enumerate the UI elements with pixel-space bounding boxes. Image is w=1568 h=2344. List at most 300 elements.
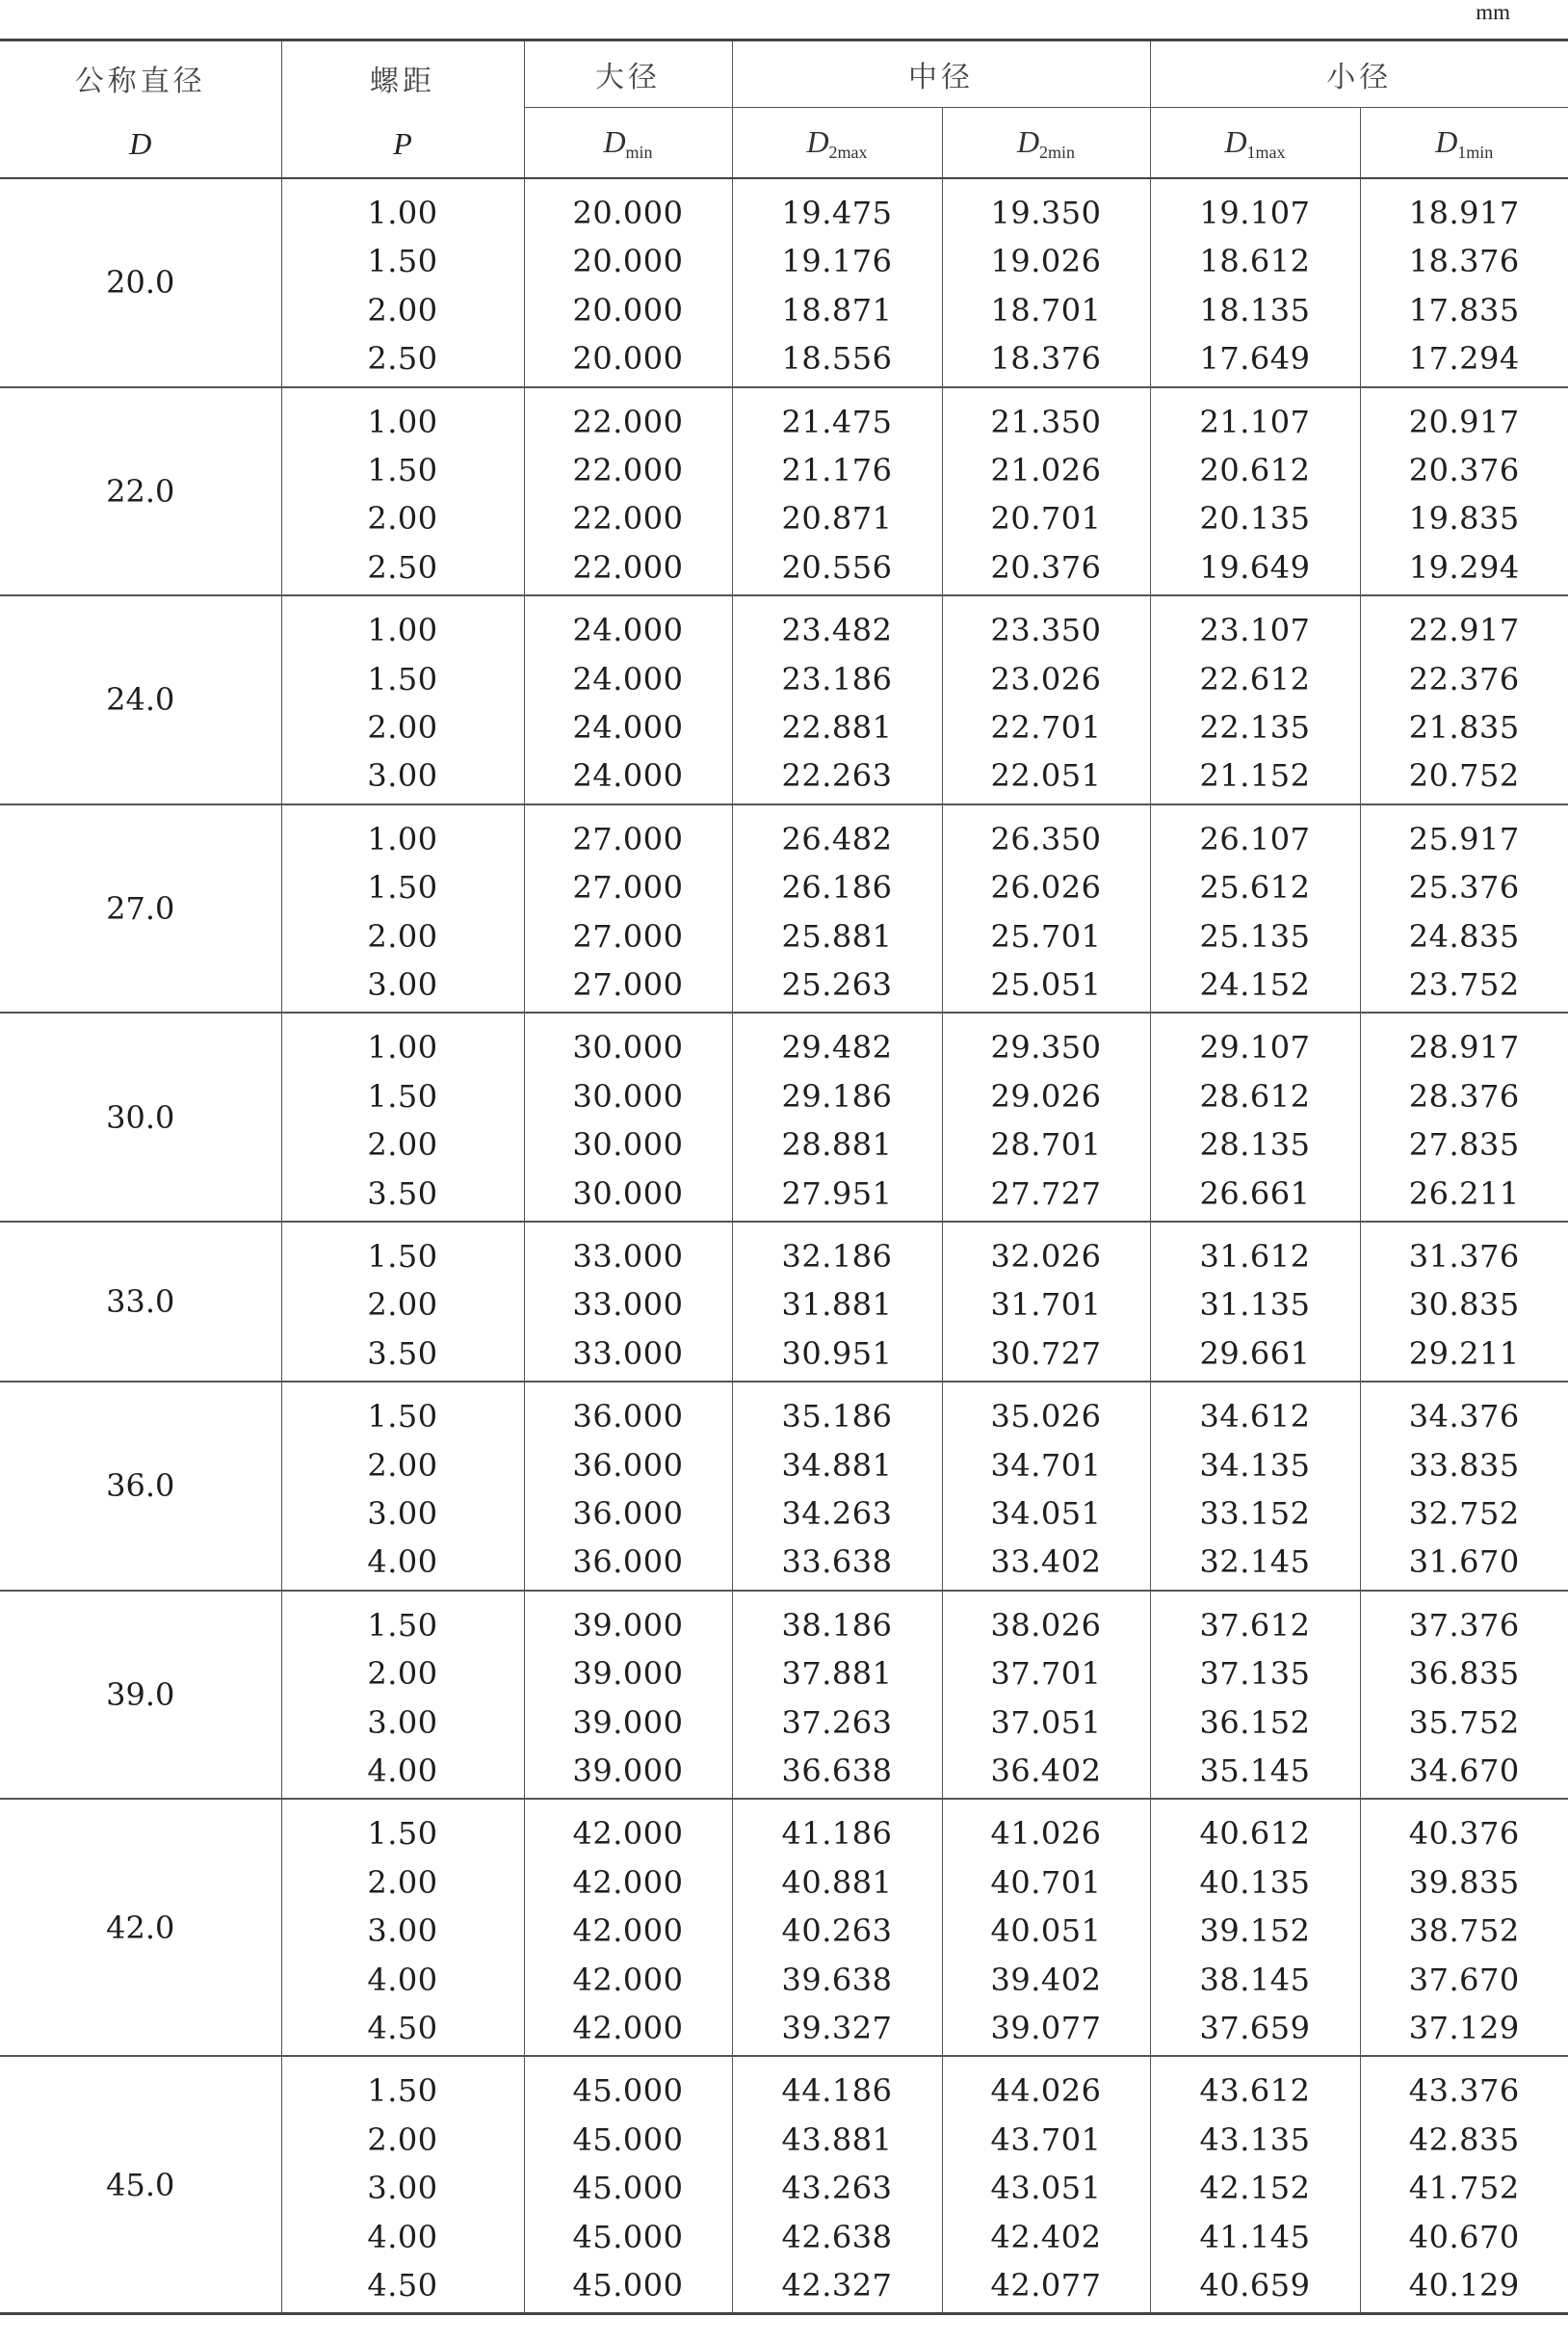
value-minor-max: 32.145	[1199, 1543, 1311, 1581]
column-symbol-base: D	[603, 123, 626, 159]
value-pitch: 4.50	[367, 2266, 438, 2304]
column-symbol	[603, 123, 653, 162]
value-major-min: 20.000	[572, 291, 684, 329]
value-minor-max: 36.152	[1199, 1703, 1311, 1741]
value-minor-max: 19.649	[1199, 548, 1311, 586]
value-pitch-dia-max: 33.638	[781, 1543, 893, 1581]
pitch-dia-min-column-cell	[942, 1799, 1150, 2056]
value-pitch-dia-min: 39.077	[990, 2009, 1102, 2046]
value-pitch-dia-max: 31.881	[781, 1286, 893, 1324]
nominal-diameter-header	[0, 40, 281, 179]
value-minor-max: 21.107	[1199, 403, 1311, 440]
value-pitch: 2.00	[367, 500, 438, 538]
minor-max-column-cell	[1150, 2056, 1360, 2313]
value-stack	[943, 2057, 1150, 2309]
minor-min-column-cell	[1360, 1382, 1568, 1591]
value-pitch-dia-max: 28.881	[781, 1126, 893, 1164]
value-stack	[525, 1383, 732, 1587]
value-pitch-dia-max: 34.881	[781, 1446, 893, 1484]
value-pitch-dia-max: 22.881	[781, 708, 893, 746]
minor-max-column-cell	[1150, 1591, 1360, 1800]
value-minor-max: 41.145	[1199, 2218, 1311, 2255]
value-pitch-dia-min: 20.701	[990, 500, 1102, 538]
value-minor-min: 37.376	[1408, 1606, 1520, 1644]
major-min-column-cell	[524, 1222, 732, 1382]
value-pitch-dia-max: 18.871	[781, 291, 893, 329]
value-stack	[282, 2057, 524, 2309]
value-minor-min: 35.752	[1408, 1703, 1520, 1741]
table-row-group	[0, 178, 1568, 387]
major-min-column-cell	[524, 804, 732, 1014]
value-minor-min: 20.752	[1408, 757, 1520, 795]
value-minor-max: 25.612	[1199, 869, 1311, 907]
value-pitch-dia-max: 23.482	[781, 612, 893, 649]
value-pitch: 1.50	[367, 1237, 438, 1275]
value-stack	[282, 805, 524, 1010]
value-minor-min: 41.752	[1408, 2170, 1520, 2207]
value-minor-max: 35.145	[1199, 1751, 1311, 1789]
value-stack	[733, 1014, 942, 1218]
value-stack	[943, 1800, 1150, 2052]
value-stack	[733, 1223, 942, 1378]
pitch-dia-max-column-cell	[732, 804, 942, 1014]
value-stack	[733, 596, 942, 801]
major-diameter-label: 大径	[595, 61, 661, 94]
value-pitch: 1.00	[367, 1029, 438, 1067]
value-stack	[1361, 1223, 1568, 1378]
nominal-diameter-cell: 36.0	[0, 1382, 281, 1591]
value-minor-min: 29.211	[1408, 1334, 1520, 1372]
value-major-min: 22.000	[572, 403, 684, 440]
value-pitch: 4.00	[367, 2218, 438, 2255]
minor-max-column-cell	[1150, 1013, 1360, 1222]
column-header-min	[524, 108, 732, 179]
value-pitch: 2.00	[367, 291, 438, 329]
value-major-min: 42.000	[572, 1912, 684, 1950]
value-pitch-dia-max: 19.475	[781, 195, 893, 231]
value-pitch-dia-max: 42.327	[781, 2266, 893, 2304]
value-pitch: 1.50	[367, 1077, 438, 1115]
value-major-min: 24.000	[572, 708, 684, 746]
column-symbol	[1016, 123, 1076, 162]
value-pitch-dia-max: 29.186	[781, 1077, 893, 1115]
value-pitch-dia-max: 32.186	[781, 1237, 893, 1275]
major-min-column-cell	[524, 595, 732, 804]
value-major-min: 22.000	[572, 548, 684, 586]
value-major-min: 45.000	[572, 2170, 684, 2207]
table-row-group	[0, 595, 1568, 804]
value-stack	[1151, 596, 1360, 801]
value-pitch-dia-min: 29.350	[990, 1029, 1102, 1067]
value-major-min: 27.000	[572, 965, 684, 1003]
value-stack	[1151, 1223, 1360, 1378]
value-pitch: 2.00	[367, 708, 438, 746]
value-pitch: 4.00	[367, 1961, 438, 1998]
value-stack	[525, 1592, 732, 1796]
column-header-1min	[1360, 108, 1568, 179]
value-pitch: 3.00	[367, 1912, 438, 1950]
value-minor-max: 29.107	[1199, 1029, 1311, 1067]
column-header-1max	[1150, 108, 1360, 179]
pitch-column-cell	[281, 2056, 524, 2313]
value-stack	[943, 596, 1150, 801]
nominal-diameter-cell: 24.0	[0, 595, 281, 804]
value-major-min: 24.000	[572, 660, 684, 698]
value-stack	[1151, 388, 1360, 593]
value-pitch-dia-max: 43.263	[781, 2170, 893, 2207]
value-minor-min: 22.917	[1408, 612, 1520, 649]
value-major-min: 27.000	[572, 917, 684, 955]
column-symbol	[806, 123, 868, 162]
pitch-dia-max-column-cell	[732, 1591, 942, 1800]
value-minor-max: 37.135	[1199, 1655, 1311, 1693]
value-pitch-dia-max: 44.186	[781, 2072, 893, 2110]
column-symbol-subscript: 2min	[1039, 142, 1076, 162]
value-stack	[282, 1800, 524, 2052]
value-minor-max: 40.612	[1199, 1815, 1311, 1853]
value-pitch-dia-min: 27.727	[990, 1174, 1102, 1212]
major-min-column-cell	[524, 1591, 732, 1800]
value-pitch-dia-max: 29.482	[781, 1029, 893, 1067]
value-major-min: 36.000	[572, 1543, 684, 1581]
value-pitch-dia-min: 38.026	[990, 1606, 1102, 1644]
value-minor-max: 40.659	[1199, 2266, 1311, 2304]
pitch-label: 螺距	[370, 64, 435, 98]
value-major-min: 36.000	[572, 1398, 684, 1435]
value-pitch: 2.00	[367, 1446, 438, 1484]
value-minor-max: 22.135	[1199, 708, 1311, 746]
table-row-group	[0, 1799, 1568, 2056]
thread-dimension-table	[0, 39, 1568, 2315]
value-pitch: 1.50	[367, 451, 438, 488]
pitch-diameter-label: 中径	[908, 61, 974, 94]
value-minor-max: 39.152	[1199, 1912, 1311, 1950]
value-major-min: 42.000	[572, 1815, 684, 1853]
value-major-min: 30.000	[572, 1077, 684, 1115]
nominal-diameter-cell: 33.0	[0, 1222, 281, 1382]
value-stack	[943, 1592, 1150, 1796]
nominal-diameter-cell: 27.0	[0, 804, 281, 1014]
value-minor-min: 39.835	[1408, 1863, 1520, 1901]
column-symbol-base: D	[1435, 123, 1458, 159]
value-pitch-dia-max: 20.556	[781, 548, 893, 586]
value-major-min: 20.000	[572, 195, 684, 231]
value-minor-min: 28.917	[1408, 1029, 1520, 1067]
value-minor-min: 42.835	[1408, 2120, 1520, 2158]
value-major-min: 33.000	[572, 1237, 684, 1275]
value-minor-max: 38.145	[1199, 1961, 1311, 1998]
value-stack	[282, 1223, 524, 1378]
value-pitch-dia-min: 21.350	[990, 403, 1102, 440]
column-header-2min	[942, 108, 1150, 179]
value-minor-max: 23.107	[1199, 612, 1311, 649]
pitch-column-cell	[281, 1222, 524, 1382]
value-major-min: 30.000	[572, 1174, 684, 1212]
column-symbol-subscript: min	[625, 142, 653, 162]
value-pitch: 3.00	[367, 757, 438, 795]
value-major-min: 45.000	[572, 2266, 684, 2304]
pitch-dia-max-column-cell	[732, 1222, 942, 1382]
value-minor-min: 27.835	[1408, 1126, 1520, 1164]
value-pitch-dia-min: 29.026	[990, 1077, 1102, 1115]
pitch-dia-max-column-cell	[732, 2056, 942, 2313]
nominal-diameter-cell: 39.0	[0, 1591, 281, 1800]
value-pitch: 1.50	[367, 1398, 438, 1435]
value-major-min: 39.000	[572, 1655, 684, 1693]
value-stack	[1151, 1014, 1360, 1218]
value-pitch-dia-min: 30.727	[990, 1334, 1102, 1372]
value-stack	[733, 2057, 942, 2309]
value-minor-max: 37.612	[1199, 1606, 1311, 1644]
value-minor-max: 34.612	[1199, 1398, 1311, 1435]
pitch-dia-max-column-cell	[732, 178, 942, 387]
value-stack	[525, 1223, 732, 1378]
value-minor-min: 33.835	[1408, 1446, 1520, 1484]
value-minor-max: 18.612	[1199, 243, 1311, 280]
value-stack	[525, 388, 732, 593]
value-major-min: 27.000	[572, 869, 684, 907]
value-minor-min: 20.917	[1408, 403, 1520, 440]
value-pitch-dia-min: 22.051	[990, 757, 1102, 795]
value-major-min: 36.000	[572, 1494, 684, 1532]
pitch-column-cell	[281, 595, 524, 804]
minor-min-column-cell	[1360, 1591, 1568, 1800]
column-symbol-subscript: 1max	[1246, 142, 1286, 162]
value-minor-min: 40.376	[1408, 1815, 1520, 1853]
value-pitch-dia-max: 20.871	[781, 500, 893, 538]
value-minor-min: 31.376	[1408, 1237, 1520, 1275]
value-pitch: 1.50	[367, 243, 438, 280]
value-pitch-dia-min: 35.026	[990, 1398, 1102, 1435]
minor-min-column-cell	[1360, 1799, 1568, 2056]
value-stack	[1361, 2057, 1568, 2309]
value-minor-max: 26.107	[1199, 820, 1311, 857]
pitch-dia-min-column-cell	[942, 387, 1150, 596]
value-minor-min: 31.670	[1408, 1543, 1520, 1581]
table-row-group	[0, 2056, 1568, 2313]
table-body	[0, 178, 1568, 2313]
value-minor-max: 20.612	[1199, 451, 1311, 488]
minor-max-column-cell	[1150, 1222, 1360, 1382]
table-row-group	[0, 387, 1568, 596]
value-pitch: 1.50	[367, 1606, 438, 1644]
value-major-min: 24.000	[572, 757, 684, 795]
value-pitch-dia-max: 40.881	[781, 1863, 893, 1901]
value-pitch-dia-min: 44.026	[990, 2072, 1102, 2110]
nominal-diameter-label: 公称直径	[74, 64, 206, 98]
value-minor-min: 34.376	[1408, 1398, 1520, 1435]
value-pitch-dia-max: 35.186	[781, 1398, 893, 1435]
value-major-min: 20.000	[572, 243, 684, 280]
value-major-min: 39.000	[572, 1751, 684, 1789]
value-pitch-dia-max: 23.186	[781, 660, 893, 698]
value-minor-max: 28.135	[1199, 1126, 1311, 1164]
major-min-column-cell	[524, 387, 732, 596]
value-stack	[733, 805, 942, 1010]
value-pitch-dia-max: 26.482	[781, 820, 893, 857]
value-pitch: 4.00	[367, 1751, 438, 1789]
value-pitch-dia-min: 18.376	[990, 340, 1102, 378]
pitch-symbol: P	[393, 125, 412, 161]
value-minor-min: 23.752	[1408, 965, 1520, 1003]
value-major-min: 42.000	[572, 1863, 684, 1901]
pitch-dia-min-column-cell	[942, 595, 1150, 804]
value-minor-max: 22.612	[1199, 660, 1311, 698]
value-pitch-dia-min: 18.701	[990, 291, 1102, 329]
value-minor-max: 29.661	[1199, 1334, 1311, 1372]
value-minor-min: 19.835	[1408, 500, 1520, 538]
value-pitch: 2.00	[367, 2120, 438, 2158]
value-major-min: 45.000	[572, 2120, 684, 2158]
value-pitch-dia-min: 34.051	[990, 1494, 1102, 1532]
value-pitch-dia-min: 36.402	[990, 1751, 1102, 1789]
minor-min-column-cell	[1360, 1013, 1568, 1222]
nominal-diameter-symbol: D	[129, 125, 152, 161]
value-stack	[943, 1014, 1150, 1218]
value-stack	[733, 1800, 942, 2052]
major-min-column-cell	[524, 1013, 732, 1222]
value-pitch-dia-min: 22.701	[990, 708, 1102, 746]
major-min-column-cell	[524, 178, 732, 387]
pitch-column-cell	[281, 1591, 524, 1800]
nominal-diameter-cell: 22.0	[0, 387, 281, 596]
pitch-dia-min-column-cell	[942, 804, 1150, 1014]
value-pitch-dia-min: 37.051	[990, 1703, 1102, 1741]
column-symbol-subscript: 2max	[828, 142, 868, 162]
minor-min-column-cell	[1360, 595, 1568, 804]
value-major-min: 39.000	[572, 1703, 684, 1741]
value-minor-max: 33.152	[1199, 1494, 1311, 1532]
value-stack	[1361, 596, 1568, 801]
major-diameter-header	[524, 40, 732, 108]
value-stack	[943, 805, 1150, 1010]
value-stack	[1361, 1592, 1568, 1796]
table-row-group	[0, 1382, 1568, 1591]
value-minor-min: 26.211	[1408, 1174, 1520, 1212]
value-pitch-dia-min: 33.402	[990, 1543, 1102, 1581]
value-stack	[1151, 1800, 1360, 2052]
value-minor-min: 32.752	[1408, 1494, 1520, 1532]
value-pitch: 2.50	[367, 548, 438, 586]
value-stack	[525, 596, 732, 801]
value-minor-min: 30.835	[1408, 1286, 1520, 1324]
value-pitch-dia-max: 25.263	[781, 965, 893, 1003]
value-stack	[1361, 1800, 1568, 2052]
value-minor-min: 38.752	[1408, 1912, 1520, 1950]
column-symbol-base: D	[1016, 123, 1040, 159]
value-stack	[282, 179, 524, 383]
value-stack	[733, 179, 942, 383]
value-pitch-dia-max: 40.263	[781, 1912, 893, 1950]
value-pitch: 3.00	[367, 965, 438, 1003]
value-stack	[1151, 805, 1360, 1010]
pitch-header	[281, 40, 524, 179]
pitch-dia-min-column-cell	[942, 1382, 1150, 1591]
value-pitch-dia-max: 30.951	[781, 1334, 893, 1372]
value-pitch-dia-max: 41.186	[781, 1815, 893, 1853]
column-symbol-base: D	[806, 123, 829, 159]
column-symbol-subscript: 1min	[1457, 142, 1494, 162]
value-pitch: 3.00	[367, 1494, 438, 1532]
value-minor-max: 34.135	[1199, 1446, 1311, 1484]
value-minor-max: 31.135	[1199, 1286, 1311, 1324]
pitch-column-cell	[281, 1799, 524, 2056]
value-pitch-dia-max: 25.881	[781, 917, 893, 955]
value-pitch: 4.50	[367, 2009, 438, 2046]
table-header	[0, 40, 1568, 179]
value-stack	[733, 1383, 942, 1587]
value-pitch-dia-min: 19.350	[990, 195, 1102, 231]
value-minor-max: 26.661	[1199, 1174, 1311, 1212]
minor-max-column-cell	[1150, 387, 1360, 596]
minor-diameter-header	[1150, 40, 1568, 108]
pitch-dia-max-column-cell	[732, 387, 942, 596]
value-pitch-dia-max: 37.881	[781, 1655, 893, 1693]
minor-max-column-cell	[1150, 1382, 1360, 1591]
pitch-dia-min-column-cell	[942, 1591, 1150, 1800]
value-minor-max: 42.152	[1199, 2170, 1311, 2207]
value-minor-min: 25.376	[1408, 869, 1520, 907]
value-major-min: 20.000	[572, 340, 684, 378]
value-stack	[1151, 1592, 1360, 1796]
column-symbol	[1224, 123, 1286, 162]
minor-min-column-cell	[1360, 804, 1568, 1014]
value-pitch: 3.50	[367, 1174, 438, 1212]
value-minor-max: 43.135	[1199, 2120, 1311, 2158]
value-pitch-dia-min: 39.402	[990, 1961, 1102, 1998]
value-pitch-dia-min: 28.701	[990, 1126, 1102, 1164]
value-pitch-dia-min: 42.402	[990, 2218, 1102, 2255]
value-minor-max: 40.135	[1199, 1863, 1311, 1901]
value-stack	[525, 179, 732, 383]
value-pitch-dia-min: 43.051	[990, 2170, 1102, 2207]
value-pitch-dia-min: 34.701	[990, 1446, 1102, 1484]
pitch-dia-max-column-cell	[732, 1799, 942, 2056]
value-stack	[1361, 805, 1568, 1010]
nominal-diameter-cell: 42.0	[0, 1799, 281, 2056]
value-major-min: 30.000	[572, 1126, 684, 1164]
value-pitch: 1.50	[367, 1815, 438, 1853]
value-pitch-dia-min: 42.077	[990, 2266, 1102, 2304]
value-pitch-dia-min: 25.051	[990, 965, 1102, 1003]
value-stack	[1361, 1014, 1568, 1218]
pitch-dia-max-column-cell	[732, 595, 942, 804]
value-pitch-dia-max: 37.263	[781, 1703, 893, 1741]
value-pitch: 1.00	[367, 195, 438, 231]
major-min-column-cell	[524, 1799, 732, 2056]
pitch-column-cell	[281, 178, 524, 387]
value-minor-min: 24.835	[1408, 917, 1520, 955]
value-stack	[525, 1800, 732, 2052]
value-pitch-dia-min: 23.350	[990, 612, 1102, 649]
value-pitch-dia-min: 20.376	[990, 548, 1102, 586]
value-minor-min: 21.835	[1408, 708, 1520, 746]
minor-min-column-cell	[1360, 2056, 1568, 2313]
nominal-diameter-cell: 20.0	[0, 178, 281, 387]
minor-min-column-cell	[1360, 1222, 1568, 1382]
value-stack	[1361, 388, 1568, 593]
value-minor-max: 18.135	[1199, 291, 1311, 329]
value-pitch: 2.00	[367, 1863, 438, 1901]
pitch-dia-min-column-cell	[942, 1013, 1150, 1222]
table-row-group	[0, 1222, 1568, 1382]
value-pitch-dia-min: 26.026	[990, 869, 1102, 907]
value-pitch: 2.00	[367, 1655, 438, 1693]
value-stack	[943, 388, 1150, 593]
value-major-min: 36.000	[572, 1446, 684, 1484]
value-pitch-dia-max: 34.263	[781, 1494, 893, 1532]
value-pitch: 4.00	[367, 1543, 438, 1581]
